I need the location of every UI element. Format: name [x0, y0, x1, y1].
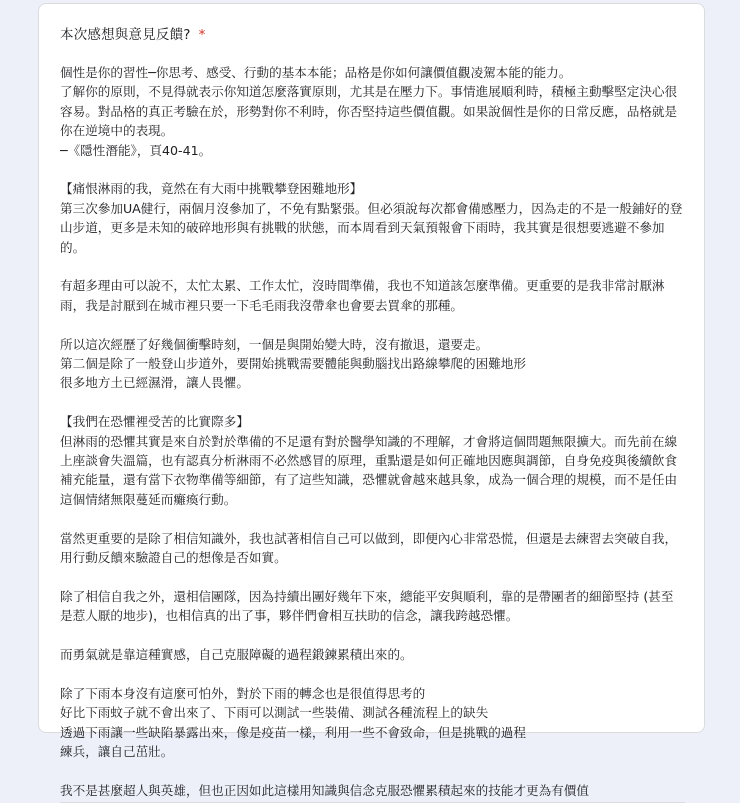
answer-line: 而勇氣就是靠這種實感，自己克服障礙的過程鍛鍊累積出來的。	[60, 647, 413, 663]
answer-line: 所以這次經歷了好幾個衝擊時刻，一個是與開始變大時，沒有撤退，還要走。	[60, 336, 489, 352]
answer-paragraph	[60, 587, 685, 626]
question-title-text: 本次感想與意見反饋?	[60, 27, 191, 43]
question-card	[38, 3, 705, 798]
answer-paragraph	[60, 529, 685, 568]
answer-line: 有超多理由可以說不，太忙太累、工作太忙，沒時間準備，我也不知道該怎麼準備。更重要的是我非常討厭淋雨，我是討厭到在城市裡只要一下毛毛雨我沒帶傘也會要去買傘的那種。	[60, 278, 665, 313]
answer-line: 除了相信自我之外，還相信團隊，因為持續出團好幾年下來，總能平安與順利，靠的是帶團者的細節堅持 (甚至是惹人厭的地步)，也相信真的出了事，夥伴們會相互扶助的信念，讓我跨越恐懼。	[60, 588, 674, 624]
answer-paragraph	[60, 781, 685, 800]
answer-line: 但淋雨的恐懼其實是來自於對於準備的不足還有對於醫學知識的不理解，才會將這個問題無限擴大。而先前在線上座談會失溫篇，也有認真分析淋雨不必然感冒的原理，重點還是如何正確地因應與調節，自身免疫與後續飲食補充能量，還有當下衣物準備等細節，有了這些知識，恐懼就會越來越具象，成為一個合理的規模，而不是任由這個情緒無限蔓延而癱瘓行動。	[60, 433, 678, 507]
answer-line: 很多地方土已經濕滑，讓人畏懼。	[60, 375, 249, 391]
answer-line: 除了下雨本身沒有這麼可怕外，對於下雨的轉念也是很值得思考的	[60, 685, 426, 701]
question-title	[60, 26, 206, 44]
answer-line: 練兵，讓自己茁壯。	[60, 744, 174, 760]
answer-line: 了解你的原則，不見得就表示你知道怎麼落實原則，尤其是在壓力下。事情進展順利時，積極主動擊堅定決心很容易。對品格的真正考驗在於，形勢對你不利時，你否堅持這些價值觀。如果說個性是你的日常反應，品格就是你在逆境中的表現。	[60, 84, 678, 139]
answer-line: 第二個是除了一般登山步道外，要開始挑戰需要體能與動腦找出路線攀爬的困難地形	[60, 356, 526, 372]
answer-line: 第三次參加UA健行，兩個月沒參加了，不免有點緊張。但必須說每次都會備感壓力，因為走的不是一般鋪好的登山步道，更多是未知的破碎地形與有挑戰的狀態，而本周看到天氣預報會下雨時，我其實是很想要逃避不參加的。	[60, 200, 683, 255]
section-heading: 【痛恨淋雨的我，竟然在有大雨中挑戰攀登困難地形】	[60, 181, 363, 197]
answer-paragraph	[60, 645, 685, 664]
answer-line: 個性是你的習性─你思考、感受、行動的基本本能；品格是你如何讓價值觀凌駕本能的能力。	[60, 65, 572, 80]
answer-line: 透過下雨讓一些缺陷暴露出來，像是疫苗一樣，利用一些不會致命，但是挑戰的過程	[60, 724, 526, 740]
answer-line: ─《隱性潛能》，頁40-41。	[60, 142, 212, 158]
answer-paragraph	[60, 179, 685, 257]
answer-paragraph	[60, 684, 685, 762]
answer-paragraph	[60, 412, 685, 509]
answer-line: 當然更重要的是除了相信知識外，我也試著相信自己可以做到，即便內心非常恐慌，但還是去練習去突破自我，用行動反饋來驗證自己的想像是否如實。	[60, 530, 678, 566]
answer-textarea[interactable]	[60, 63, 685, 803]
answer-paragraph	[60, 63, 685, 160]
section-heading: 【我們在恐懼裡受苦的比實際多】	[60, 414, 249, 430]
answer-paragraph	[60, 335, 685, 393]
required-asterisk: *	[198, 27, 206, 43]
answer-paragraph	[60, 276, 685, 315]
answer-line: 我不是甚麼超人與英雄，但也正因如此這樣用知識與信念克服恐懼累積起來的技能才更為有價值	[60, 782, 589, 798]
answer-line: 好比下雨蚊子就不會出來了、下雨可以測試一些裝備、測試各種流程上的缺失	[60, 705, 489, 721]
